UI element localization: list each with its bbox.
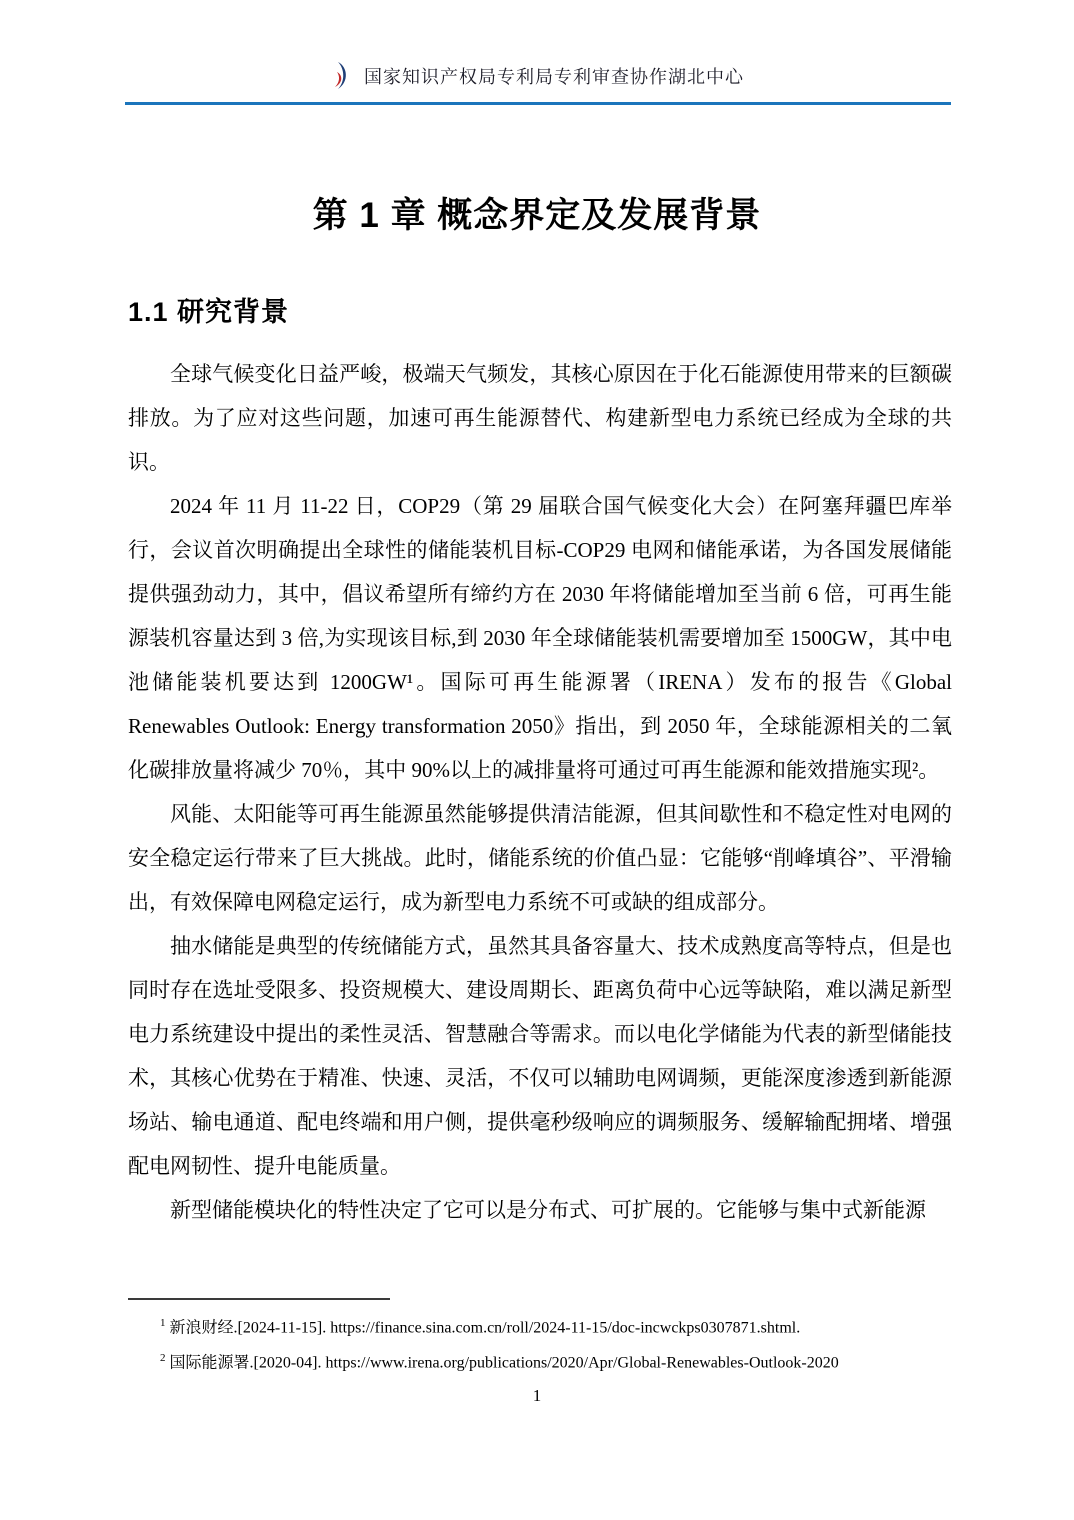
paragraph: 抽水储能是典型的传统储能方式，虽然其具备容量大、技术成熟度高等特点，但是也同时存在选址受限多、投资规模大、建设周期长、距离负荷中心远等缺陷，难以满足新型电力系统建设中提出的柔性灵活、智慧融合等需求。而以电化学储能为代表的新型储能技术，其核心优势在于精准、快速、灵活，不仅可以辅助电网调频，更能深度渗透到新能源场站、输电通道、配电终端和用户侧，提供毫秒级响应的调频服务、缓解输配拥堵、增强配电网韧性、提升电能质量。 <box>128 934 952 1178</box>
footnote-item <box>128 1308 952 1343</box>
paragraph: 新型储能模块化的特性决定了它可以是分布式、可扩展的。它能够与集中式新能源 <box>170 1198 926 1222</box>
org-logo-icon <box>332 62 352 90</box>
chapter-title: 第 1 章 概念界定及发展背景 <box>312 196 762 235</box>
paragraph: 全球气候变化日益严峻，极端天气频发，其核心原因在于化石能源使用带来的巨额碳排放。为了应对这些问题，加速可再生能源替代、构建新型电力系统已经成为全球的共识。 <box>128 362 952 474</box>
footnote-separator <box>128 1298 390 1300</box>
page-header <box>125 62 951 105</box>
footnote-item <box>128 1343 952 1378</box>
paragraph: 风能、太阳能等可再生能源虽然能够提供清洁能源，但其间歇性和不稳定性对电网的安全稳定运行带来了巨大挑战。此时，储能系统的价值凸显：它能够“削峰填谷”、平滑输出，有效保障电网稳定运行，成为新型电力系统不可或缺的组成部分。 <box>128 802 952 914</box>
body-text <box>128 352 952 1232</box>
footnotes-section <box>128 1298 952 1379</box>
footnote-text: 新浪财经.[2024-11-15]. https://finance.sina.com.cn/roll/2024-11-15/doc-incwckps0307871.shtml. <box>169 1319 801 1337</box>
paragraph: 2024 年 11 月 11-22 日，COP29（第 29 届联合国气候变化大会）在阿塞拜疆巴库举行，会议首次明确提出全球性的储能装机目标-COP29 电网和储能承诺，为各国发展储能提供强劲动力，其中，倡议希望所有缔约方在 2030 年将储能增加至当前 6 倍，可再生能源装机容量达到 3 倍,为实现该目标,到 2030 年全球储能装机需要增加至 1500GW，其中电池储能装机要达到 1200GW¹。国际可再生能源署（IRENA）发布的报告《Global Renewables Outlook: Energy transformation 2050》指出，到 2050 年，全球能源相关的二氧化碳排放量将减少 70％，其中 90%以上的减排量将可通过可再生能源和能效措施实现²。 <box>128 494 952 782</box>
section-heading: 1.1 研究背景 <box>128 297 290 327</box>
page-number: 1 <box>532 1386 542 1405</box>
footnote-text: 国际能源署.[2020-04]. https://www.irena.org/publications/2020/Apr/Global-Renewables-Outlook-2020 <box>169 1354 839 1372</box>
org-name: 国家知识产权局专利局专利审查协作湖北中心 <box>364 67 744 87</box>
footnote-marker: 2 <box>160 1352 166 1365</box>
footnote-marker: 1 <box>160 1317 166 1329</box>
